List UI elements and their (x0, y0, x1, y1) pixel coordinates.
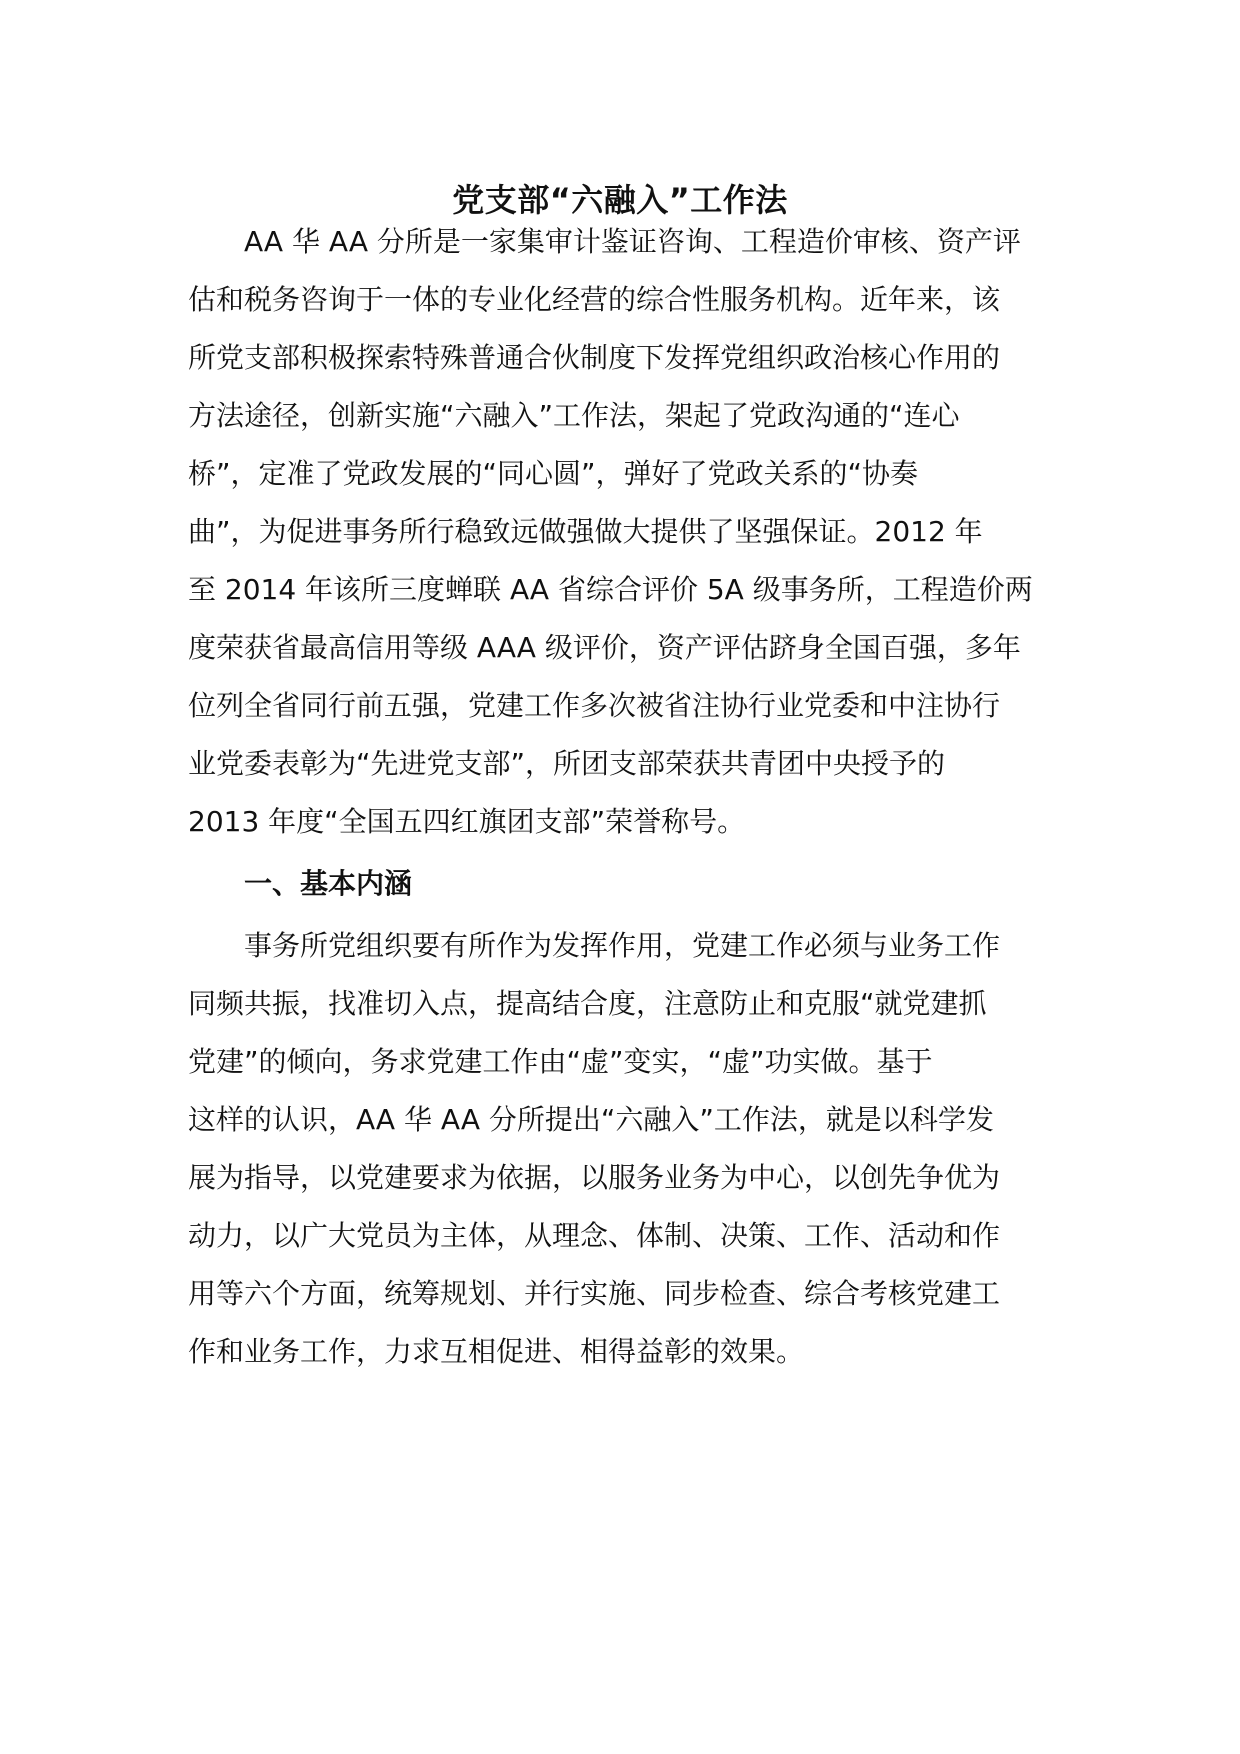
section1-line-8: 作和业务工作，力求互相促进、相得益彰的效果。 (188, 1335, 805, 1368)
section1-line-4: 这样的认识，AA 华 AA 分所提出“六融入”工作法，就是以科学发 (188, 1103, 994, 1136)
section1-line-5: 展为指导，以党建要求为依据，以服务业务为中心，以创先争优为 (188, 1161, 1001, 1194)
intro-line-4: 方法途径，创新实施“六融入”工作法，架起了党政沟通的“连心 (188, 399, 960, 432)
intro-line-5: 桥”，定准了党政发展的“同心圆”，弹好了党政关系的“协奏 (188, 457, 919, 490)
section1-line-2: 同频共振，找准切入点，提高结合度，注意防止和克服“就党建抓 (188, 987, 987, 1020)
intro-line-11: 2013 年度“全国五四红旗团支部”荣誉称号。 (188, 805, 746, 838)
intro-line-10: 业党委表彰为“先进党支部”，所团支部荣获共青团中央授予的 (188, 747, 946, 780)
section-heading-basic-meaning: 一、基本内涵 (244, 867, 413, 900)
intro-line-6: 曲”，为促进事务所行稳致远做强做大提供了坚强保证。2012 年 (188, 515, 983, 548)
intro-line-9: 位列全省同行前五强，党建工作多次被省注协行业党委和中注协行 (188, 689, 1001, 722)
intro-line-8: 度荣获省最高信用等级 AAA 级评价，资产评估跻身全国百强，多年 (188, 631, 1021, 664)
intro-line-2: 估和税务咨询于一体的专业化经营的综合性服务机构。近年来，该 (188, 283, 1001, 316)
intro-line-1: AA 华 AA 分所是一家集审计鉴证咨询、工程造价审核、资产评 (244, 225, 1021, 258)
intro-line-7: 至 2014 年该所三度蝉联 AA 省综合评价 5A 级事务所，工程造价两 (188, 573, 1033, 606)
section1-line-3: 党建”的倾向，务求党建工作由“虚”变实，“虚”功实做。基于 (188, 1045, 933, 1078)
section1-line-6: 动力，以广大党员为主体，从理念、体制、决策、工作、活动和作 (188, 1219, 1001, 1252)
document-title: 党支部“六融入”工作法 (452, 181, 788, 219)
section1-line-7: 用等六个方面，统筹规划、并行实施、同步检查、综合考核党建工 (188, 1277, 1001, 1310)
section1-line-1: 事务所党组织要有所作为发挥作用，党建工作必须与业务工作 (244, 929, 1001, 962)
intro-line-3: 所党支部积极探索特殊普通合伙制度下发挥党组织政治核心作用的 (188, 341, 1001, 374)
